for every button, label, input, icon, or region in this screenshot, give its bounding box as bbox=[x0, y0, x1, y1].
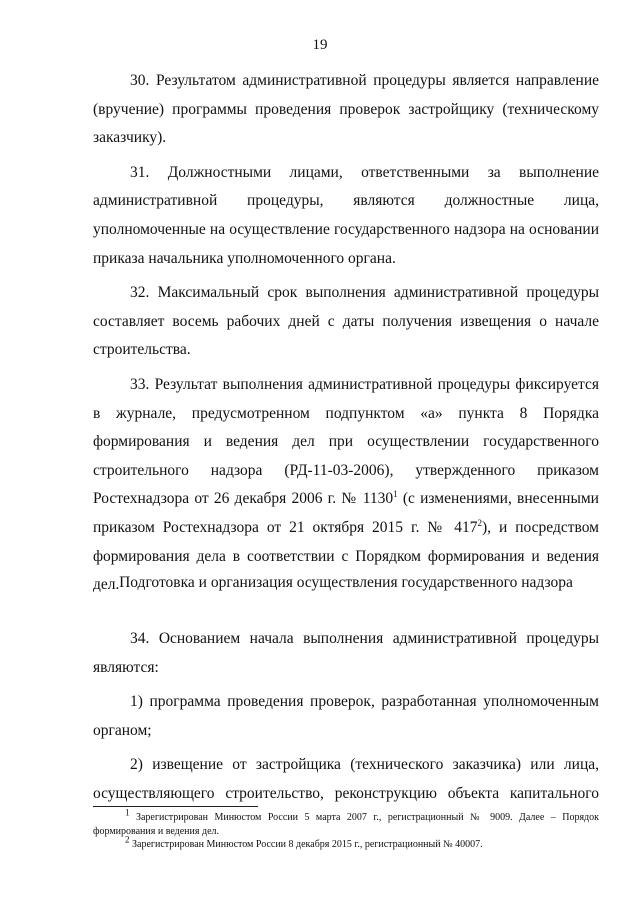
footnotes bbox=[93, 807, 599, 852]
paragraph-30: 30. Результатом административной процедуры является направление (вручение) программы проведения проверок застройщику (техническому заказчику). bbox=[93, 72, 599, 147]
body-text bbox=[93, 67, 599, 600]
paragraph-33-part3: ), и посредством формирования дела в соответствии с Порядком формирования и ведения дел. bbox=[93, 518, 599, 594]
footnote-mark-1: 1 bbox=[125, 807, 130, 818]
footnote-divider bbox=[93, 806, 258, 807]
paragraph-32: 32. Максимальный срок выполнения административной процедуры составляет восемь рабочих дней с даты получения извещения о начале строительства. bbox=[93, 284, 599, 359]
footnote-text-1: Зарегистрирован Минюстом России 5 марта 2007 г., регистрационный № 9009. Далее – Порядок формирования и ведения дел. bbox=[93, 812, 599, 837]
footnote-text-2: Зарегистрирован Минюстом России 8 декабря 2015 г., регистрационный № 40007. bbox=[129, 839, 483, 850]
page-number: 19 bbox=[312, 37, 328, 53]
footnote-ref-1: 1 bbox=[393, 489, 398, 500]
paragraph-33-part1: 33. Результат выполнения административной процедуры фиксируется в журнале, предусмотренном подпунктом «а» пункта 8 Порядка формирования и ведения дел при осуществлении государственного строительного надзора (РД-11-03-2006), утвержденного приказом Ростехнадзора от 26 декабря 2006 г. № 1130 bbox=[93, 375, 599, 508]
paragraph-33 bbox=[93, 371, 599, 600]
paragraph-33-part2: (с изменениями, внесенными приказом Ростехнадзора от 21 октября 2015 г. № 417 bbox=[93, 490, 599, 536]
paragraph-34-item-1: 1) программа проведения проверок, разработанная уполномоченным органом; bbox=[93, 693, 599, 739]
footnote-2 bbox=[93, 834, 599, 852]
footnote-mark-2: 2 bbox=[125, 834, 130, 845]
paragraph-34: 34. Основанием начала выполнения административной процедуры являются: bbox=[93, 630, 599, 676]
footnote-ref-2: 2 bbox=[477, 517, 482, 528]
paragraph-31: 31. Должностными лицами, ответственными за выполнение административной процедуры, являются должностные лица, уполномоченные на осуществление государственного надзора на основании приказа начальника уполномоченного органа. bbox=[93, 163, 599, 267]
paragraph-34-item-2: 2) извещение от застройщика (технического заказчика) или лица, осуществляющего строительство, реконструкцию объекта капитального bbox=[93, 756, 599, 802]
footnote-1 bbox=[93, 807, 599, 838]
section-heading: Подготовка и организация осуществления государственного надзора bbox=[119, 574, 573, 591]
body-text-2 bbox=[93, 625, 599, 809]
